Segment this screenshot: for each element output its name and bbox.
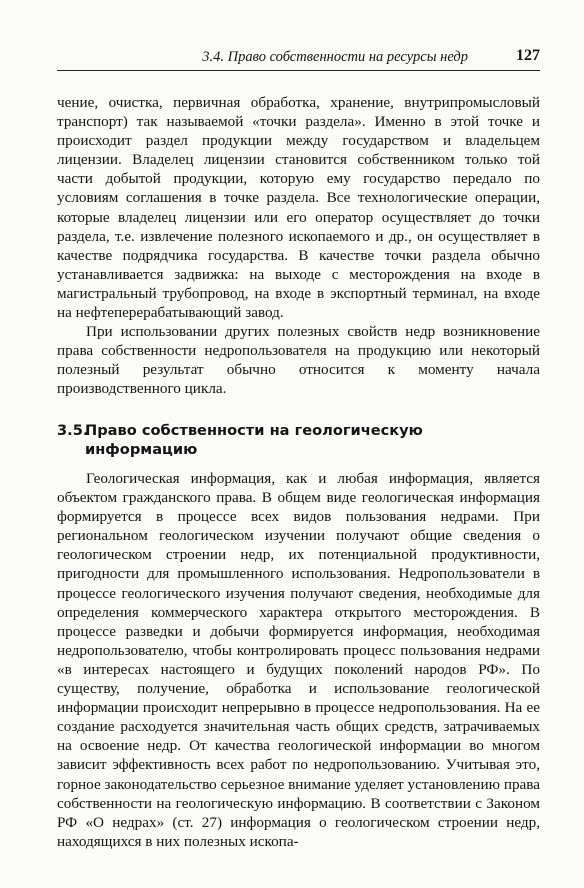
text-block-top bbox=[57, 93, 540, 399]
running-title: 3.4. Право собственности на ресурсы недр bbox=[202, 49, 468, 65]
section-title-line1: Право собственности на геологическую bbox=[85, 422, 423, 439]
section-heading bbox=[57, 421, 477, 459]
section-title-line2: информацию bbox=[85, 441, 198, 458]
paragraph: Геологическая информация, как и любая информация, является объектом гражданского права. В общем виде геологическая информация формируется в процессе всех видов пользования недрами. При региональном геологическом изучении получают общие сведения о геологическом строении недр, их потенциальной продуктивности, пригодности для промышленного использования. Недропользователи в процессе геологического изучения получают сведения, необходимые для определения коммерческого характера открытого месторождения. В процессе разведки и добычи формируется информация, необходимая недропользователю, чтобы контролировать процесс пользования недрами «в интересах настоящего и будущих поколений народов РФ». По существу, получение, обработка и использование геологической информации происходит непрерывно в процессе недропользования. На ее создание расходуется значительная часть общих средств, затрачиваемых на освоение недр. От качества геологической информации во многом зависит эффективность всех работ по недропользованию. Учитывая это, горное законодательство серьезное внимание уделяет установлению права собственности на геологическую информацию. В соответствии с Законом РФ «О недрах» (ст. 27) информация о геологическом строении недр, находящихся в них полезных ископа- bbox=[57, 470, 540, 850]
page-number: 127 bbox=[516, 47, 540, 64]
page-header bbox=[57, 44, 540, 70]
text-block-section bbox=[57, 469, 540, 851]
paragraph: При использовании других полезных свойств недр возникновение права собственности недропользователя на продукцию или некоторый полезный результат обычно относится к моменту начала производственного цикла. bbox=[57, 323, 540, 398]
section-number: 3.5. bbox=[57, 422, 89, 439]
header-rule bbox=[57, 70, 540, 71]
paragraph-continued: чение, очистка, первичная обработка, хранение, внутрипромысловый транспорт) так называемой «точки раздела». Именно в этой точке и происходит раздел продукции между государством и владельцем лицензии. Владелец лицензии становится собственником только той части добытой продукции, которую ему государство передало по условиям соглашения в точке раздела. Все технологические операции, которые владелец лицензии или его оператор осуществляет до точки раздела, т.е. извлечение полезного ископаемого и др., он осуществляет в качестве подрядчика государства. В качестве точки раздела обычно устанавливается задвижка: на выходе с месторождения на входе в магистральный трубопровод, на входе в экспортный терминал, на входе на нефтеперерабатывающий завод. bbox=[57, 94, 540, 322]
